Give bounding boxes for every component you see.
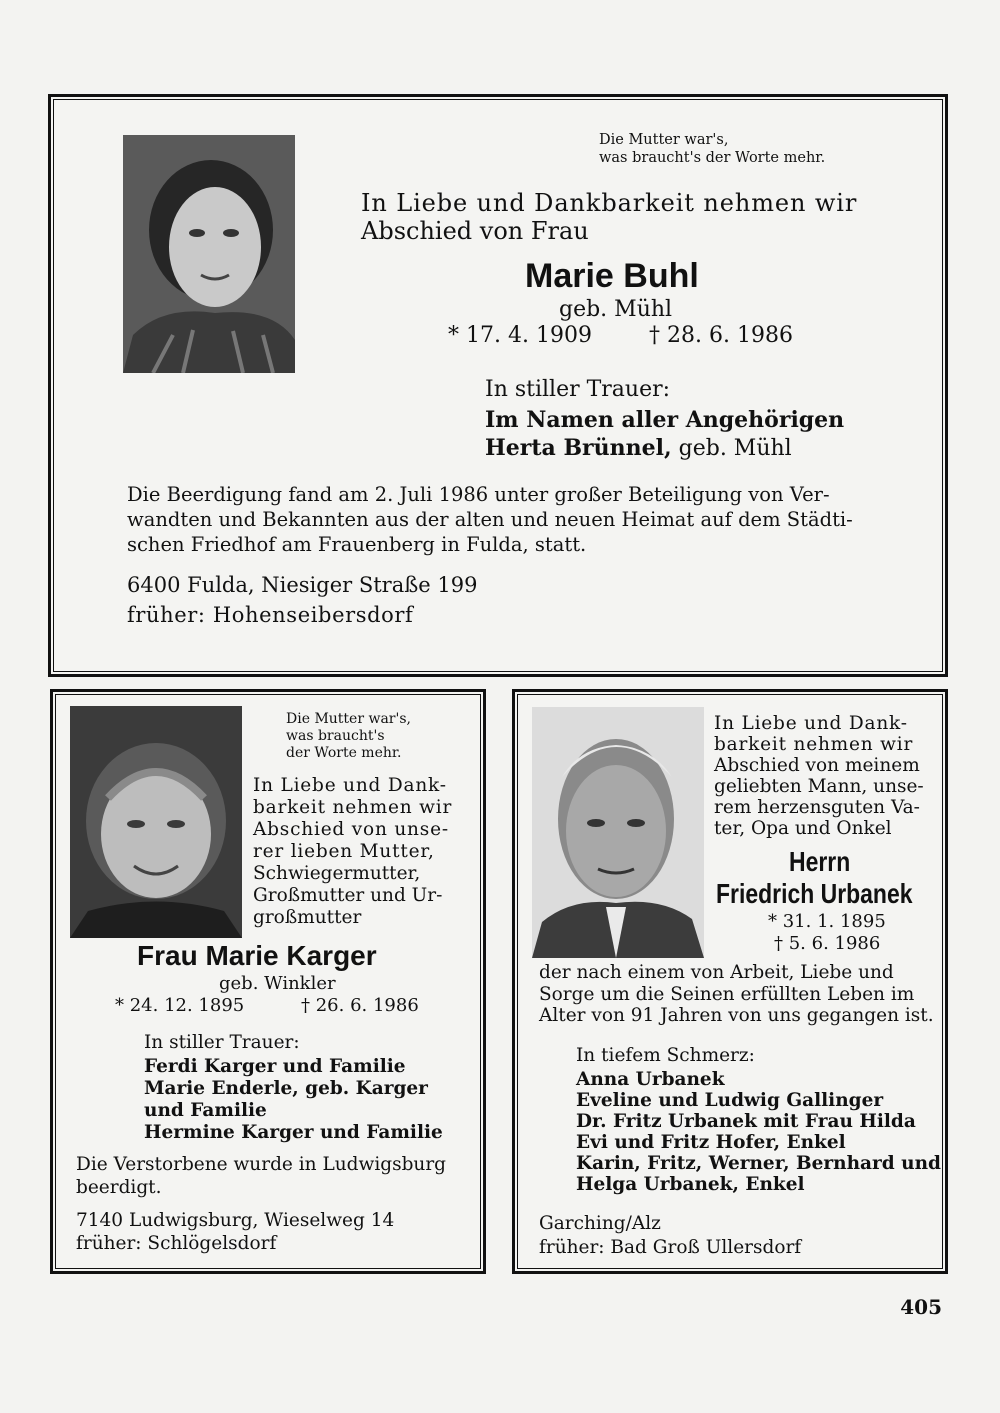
intro-text: Schwiegermutter, [253,863,421,884]
birth-date: * 31. 1. 1895 [768,911,886,932]
intro-text: geliebten Mann, unse- [714,776,924,797]
mourner-line: Dr. Fritz Urbanek mit Frau Hilda [576,1111,916,1132]
mourner-line: Anna Urbanek [576,1069,725,1090]
intro-text: In Liebe und Dankbarkeit nehmen wir [361,189,858,217]
mourning-label: In stiller Trauer: [144,1032,300,1053]
former-home: früher: Schlögelsdorf [76,1233,277,1254]
mourning-label: In stiller Trauer: [485,377,671,402]
intro-text: barkeit nehmen wir [253,797,453,818]
burial-text: beerdigt. [76,1177,162,1198]
notice-marie-karger [50,689,486,1274]
title-herrn: Herrn [789,846,851,877]
intro-text: Abschied von Frau [361,217,589,245]
burial-text: schen Friedhof am Frauenberg in Fulda, statt. [127,533,587,556]
page-number: 405 [900,1295,942,1319]
address: Garching/Alz [539,1213,661,1234]
deceased-name: Marie Buhl [525,257,699,295]
mourner-name: Herta Brünnel, [485,435,672,461]
death-date: † 28. 6. 1986 [649,323,793,348]
intro-text: Großmutter und Ur- [253,885,443,906]
motto-line: Die Mutter war's, [286,711,411,727]
motto-line: Die Mutter war's, [599,132,729,148]
motto-line: was braucht's [286,728,385,744]
address: 7140 Ludwigsburg, Wieselweg 14 [76,1210,395,1231]
mourner-line: Ferdi Karger und Familie [144,1056,406,1077]
mourner-line [485,435,792,461]
mourner-line: Evi und Fritz Hofer, Enkel [576,1132,846,1153]
life-text: der nach einem von Arbeit, Liebe und [539,962,894,983]
motto-line: was braucht's der Worte mehr. [599,150,826,166]
portrait-photo-marie-karger [70,706,242,938]
birth-date: * 24. 12. 1895 [115,995,245,1016]
burial-text: Die Verstorbene wurde in Ludwigsburg [76,1154,447,1175]
intro-text: Abschied von unse- [253,819,449,840]
notice-marie-buhl [48,94,948,677]
maiden-name: geb. Mühl [559,297,673,322]
intro-text: In Liebe und Dank- [714,713,908,734]
mourner-line: Helga Urbanek, Enkel [576,1174,805,1195]
intro-text: rer lieben Mutter, [253,841,435,862]
mourner-line: Marie Enderle, geb. Karger [144,1078,428,1099]
mourner-line: Eveline und Ludwig Gallinger [576,1090,884,1111]
intro-text: ter, Opa und Onkel [714,818,892,839]
mourner-line: Karin, Fritz, Werner, Bernhard und [576,1153,941,1174]
mourning-label: In tiefem Schmerz: [576,1045,755,1066]
burial-text: wandten und Bekannten aus der alten und neuen Heimat auf dem Städti- [127,508,853,531]
intro-text: barkeit nehmen wir [714,734,914,755]
burial-text: Die Beerdigung fand am 2. Juli 1986 unter großer Beteiligung von Ver- [127,483,830,506]
deceased-name: Friedrich Urbanek [716,878,913,909]
former-home: früher: Bad Groß Ullersdorf [539,1237,802,1258]
life-text: Sorge um die Seinen erfüllten Leben im [539,984,915,1005]
mourner-line: Im Namen aller Angehörigen [485,407,845,433]
birth-date: * 17. 4. 1909 [448,323,592,348]
intro-text: rem herzensguten Va- [714,797,920,818]
motto-line: der Worte mehr. [286,745,402,761]
maiden-name: geb. Winkler [219,973,336,994]
intro-text: Abschied von meinem [714,755,920,776]
mourner-line: Hermine Karger und Familie [144,1122,443,1143]
life-text: Alter von 91 Jahren von uns gegangen ist. [539,1005,934,1026]
portrait-photo-friedrich-urbanek [532,707,704,958]
notice-friedrich-urbanek [512,689,948,1274]
intro-text: großmutter [253,907,362,928]
deceased-name: Frau Marie Karger [137,940,377,971]
mourner-maiden: geb. Mühl [671,436,792,461]
death-date: † 5. 6. 1986 [774,933,881,954]
intro-text: In Liebe und Dank- [253,775,447,796]
portrait-photo-marie-buhl [123,135,295,373]
former-home: früher: Hohenseibersdorf [127,603,414,627]
mourner-line: und Familie [144,1100,267,1121]
address: 6400 Fulda, Niesiger Straße 199 [127,573,478,597]
death-date: † 26. 6. 1986 [301,995,419,1016]
